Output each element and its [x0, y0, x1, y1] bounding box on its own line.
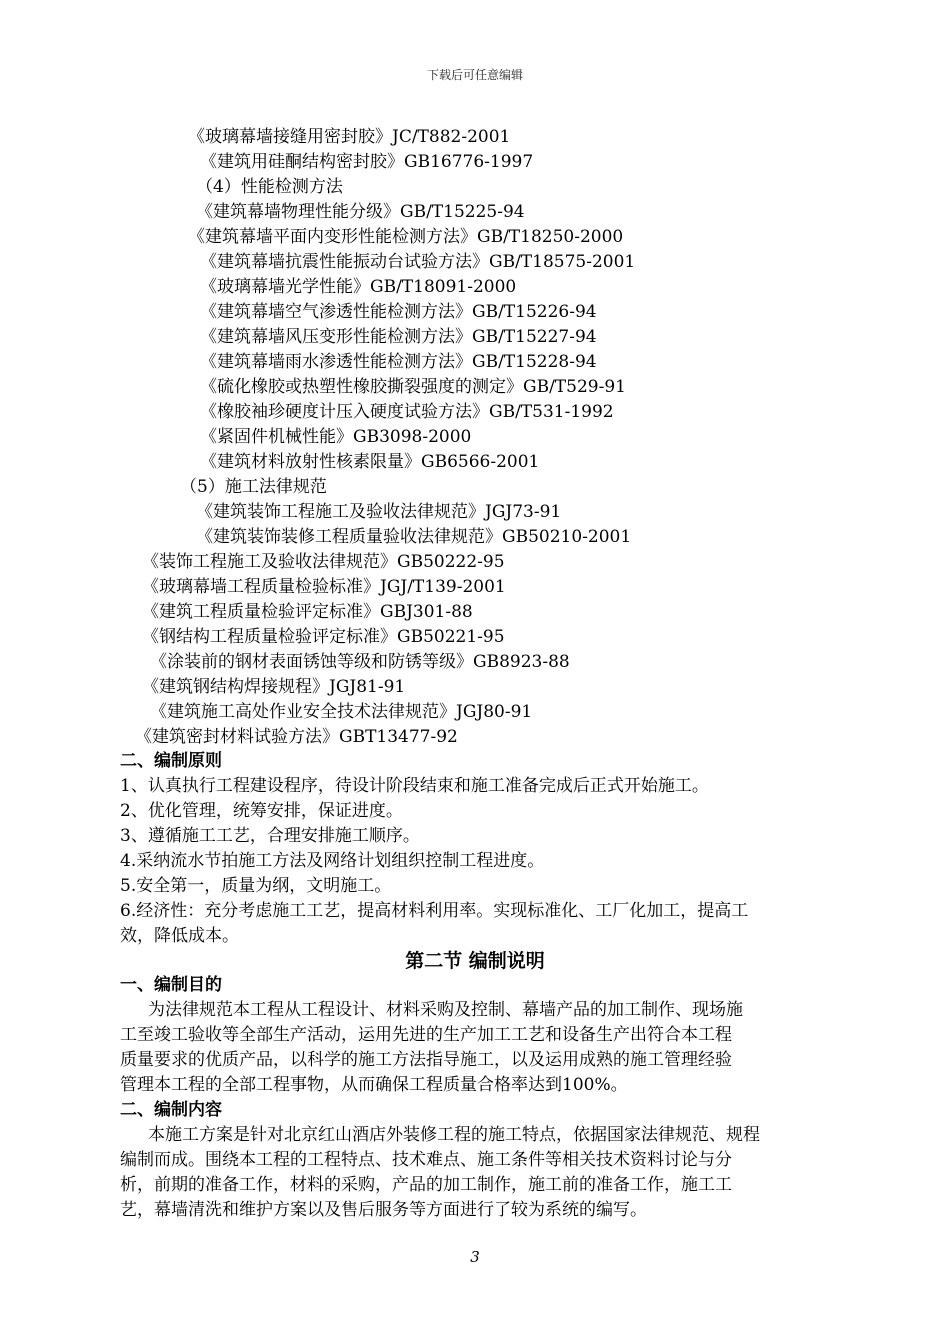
page-header: 下载后可任意编辑 [426, 68, 523, 82]
ref-line: 《建筑工程质量检验评定标准》GBJ301-88 [142, 602, 473, 622]
ref-line: 《玻璃幕墙工程质量检验标准》JGJ/T139-2001 [142, 577, 506, 597]
ref-line: 《建筑幕墙平面内变形性能检测方法》GB/T18250-2000 [188, 227, 624, 247]
principle-line: 4.采纳流水节拍施工方法及网络计划组织控制工程进度。 [120, 851, 545, 871]
ref-line: 《建筑幕墙物理性能分级》GB/T15225-94 [196, 202, 525, 222]
paragraph-line: 工至竣工验收等全部生产活动，运用先进的生产加工工艺和设备生产出符合本工程 [120, 1025, 732, 1045]
section-title: 第二节 编制说明 [405, 950, 545, 972]
ref-line: 《建筑幕墙空气渗透性能检测方法》GB/T15226-94 [200, 302, 597, 322]
principle-line: 6.经济性：充分考虑施工工艺，提高材料利用率。实现标准化、工厂化加工，提高工 [120, 901, 749, 921]
subsection-heading: （5）施工法律规范 [180, 477, 327, 497]
ref-line: 《橡胶袖珍硬度计压入硬度试验方法》GB/T531-1992 [200, 402, 614, 422]
paragraph-line: 艺，幕墙清洗和维护方案以及售后服务等方面进行了较为系统的编写。 [120, 1200, 647, 1220]
ref-line: 《装饰工程施工及验收法律规范》GB50222-95 [142, 552, 505, 572]
ref-line: 《建筑施工高处作业安全技术法律规范》JGJ80-91 [150, 702, 533, 722]
paragraph-line: 本施工方案是针对北京红山酒店外装修工程的施工特点，依据国家法律规范、规程 [148, 1125, 760, 1145]
principle-line: 1、认真执行工程建设程序，待设计阶段结束和施工准备完成后正式开始施工。 [120, 776, 709, 796]
paragraph-line: 编制而成。围绕本工程的工程特点、技术难点、施工条件等相关技术资料讨论与分 [120, 1150, 732, 1170]
ref-line: 《建筑幕墙抗震性能振动台试验方法》GB/T18575-2001 [200, 252, 636, 272]
ref-line: 《建筑密封材料试验方法》GBT13477-92 [135, 727, 458, 747]
ref-line: 《硫化橡胶或热塑性橡胶撕裂强度的测定》GB/T529-91 [200, 377, 626, 397]
principle-line: 3、遵循施工工艺，合理安排施工顺序。 [120, 826, 420, 846]
section-heading: 一、编制目的 [120, 975, 222, 995]
ref-line: 《紧固件机械性能》GB3098-2000 [200, 427, 472, 447]
paragraph-line: 析，前期的准备工作，材料的采购，产品的加工制作，施工前的准备工作，施工工 [120, 1175, 732, 1195]
paragraph-line: 为法律规范本工程从工程设计、材料采购及控制、幕墙产品的加工制作、现场施 [148, 1000, 743, 1020]
paragraph-line: 质量要求的优质产品，以科学的施工方法指导施工，以及运用成熟的施工管理经验 [120, 1050, 732, 1070]
ref-line: 《钢结构工程质量检验评定标准》GB50221-95 [142, 627, 505, 647]
ref-line: 《建筑钢结构焊接规程》JGJ81-91 [142, 677, 406, 697]
page-number: 3 [470, 1248, 480, 1266]
ref-line: 《涂装前的钢材表面锈蚀等级和防锈等级》GB8923-88 [150, 652, 570, 672]
section-heading: 二、编制内容 [120, 1100, 222, 1120]
ref-line: 《建筑幕墙雨水渗透性能检测方法》GB/T15228-94 [200, 352, 597, 372]
ref-line: 《建筑材料放射性核素限量》GB6566-2001 [200, 452, 540, 472]
principle-line: 效，降低成本。 [120, 926, 239, 946]
ref-line: 《建筑装饰装修工程质量验收法律规范》GB50210-2001 [196, 527, 632, 547]
ref-line: 《建筑用硅酮结构密封胶》GB16776-1997 [200, 152, 534, 172]
ref-line: 《建筑幕墙风压变形性能检测方法》GB/T15227-94 [200, 327, 597, 347]
subsection-heading: （4）性能检测方法 [196, 177, 343, 197]
principle-line: 5.安全第一，质量为纲，文明施工。 [120, 876, 392, 896]
ref-line: 《建筑装饰工程施工及验收法律规范》JGJ73-91 [196, 502, 562, 522]
ref-line: 《玻璃幕墙光学性能》GB/T18091-2000 [200, 277, 517, 297]
paragraph-line: 管理本工程的全部工程事物，从而确保工程质量合格率达到100%。 [120, 1075, 628, 1095]
section-heading: 二、编制原则 [120, 751, 222, 771]
principle-line: 2、优化管理，统筹安排，保证进度。 [120, 801, 403, 821]
ref-line: 《玻璃幕墙接缝用密封胶》JC/T882-2001 [188, 127, 511, 147]
